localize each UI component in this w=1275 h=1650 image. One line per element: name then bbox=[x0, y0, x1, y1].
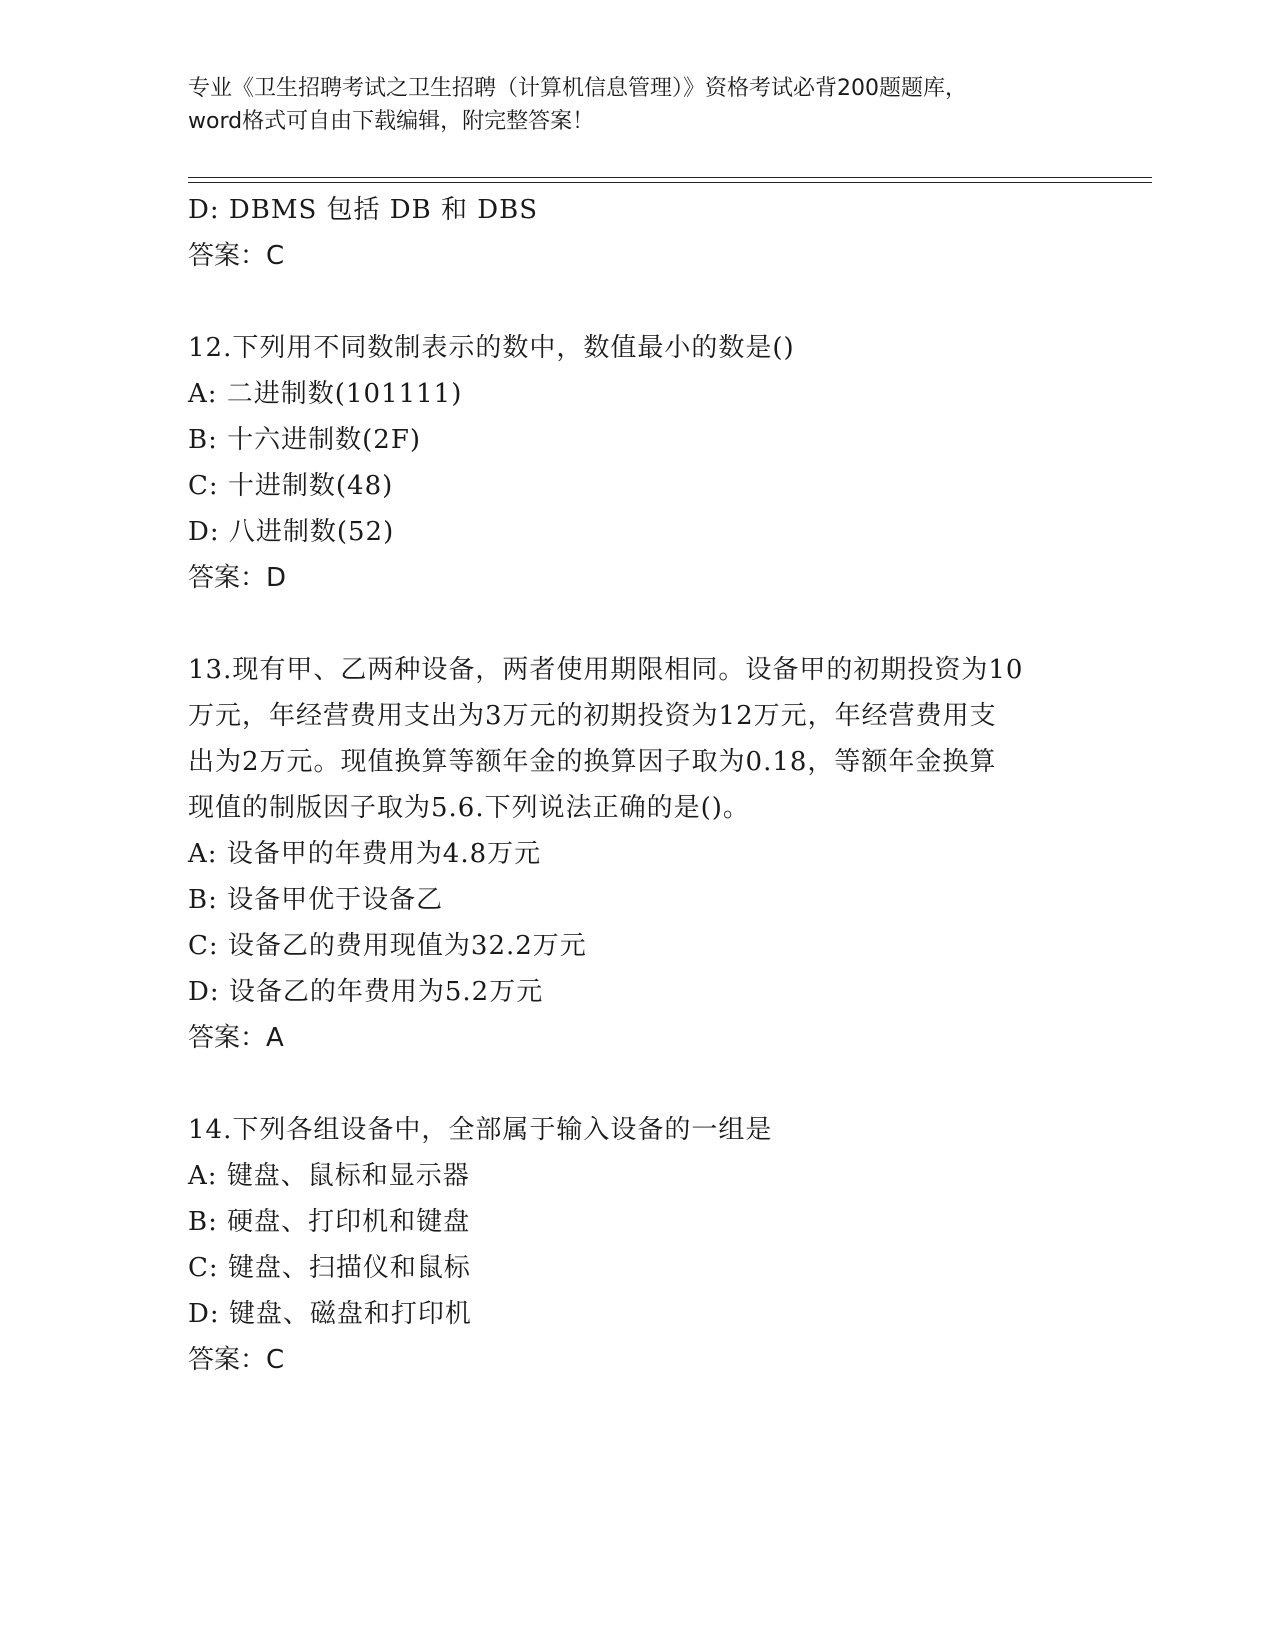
question-stem-line-3: 出为2万元。现值换算等额年金的换算因子取为0.18，等额年金换算 bbox=[188, 747, 997, 777]
document-body bbox=[188, 187, 1088, 1383]
answer: 答案：C bbox=[188, 1345, 285, 1375]
answer: 答案：A bbox=[188, 1023, 284, 1053]
answer: 答案：C bbox=[188, 241, 285, 271]
option-d: D: 键盘、磁盘和打印机 bbox=[188, 1299, 472, 1329]
header-line-2: word格式可自由下载编辑，附完整答案！ bbox=[188, 109, 595, 134]
option-c: C: 十进制数(48) bbox=[188, 471, 394, 501]
option-c: C: 设备乙的费用现值为32.2万元 bbox=[188, 931, 587, 961]
option-d: D: 八进制数(52) bbox=[188, 517, 395, 547]
question-stem-line-1: 13.现有甲、乙两种设备，两者使用期限相同。设备甲的初期投资为10 bbox=[188, 655, 1024, 685]
spacer bbox=[188, 601, 1088, 647]
option-a: A: 二进制数(101111) bbox=[188, 379, 463, 409]
document-header bbox=[188, 72, 1088, 138]
header-line-1: 专业《卫生招聘考试之卫生招聘（计算机信息管理）》资格考试必背200题题库， bbox=[188, 76, 967, 101]
option-d: D: 设备乙的年费用为5.2万元 bbox=[188, 977, 544, 1007]
option-c: C: 键盘、扫描仪和鼠标 bbox=[188, 1253, 471, 1283]
option-a: A: 键盘、鼠标和显示器 bbox=[188, 1161, 470, 1191]
answer: 答案：D bbox=[188, 563, 287, 593]
question-14 bbox=[188, 1107, 1088, 1383]
option-b: B: 硬盘、打印机和键盘 bbox=[188, 1207, 471, 1237]
option-b: B: 设备甲优于设备乙 bbox=[188, 885, 444, 915]
question-stem-line-2: 万元，年经营费用支出为3万元的初期投资为12万元，年经营费用支 bbox=[188, 701, 997, 731]
spacer bbox=[188, 279, 1088, 325]
question-11-tail bbox=[188, 187, 1088, 279]
question-stem: 14.下列各组设备中，全部属于输入设备的一组是 bbox=[188, 1115, 773, 1145]
question-13 bbox=[188, 647, 1088, 1061]
option-b: B: 十六进制数(2F) bbox=[188, 425, 422, 455]
header-rule-top bbox=[188, 177, 1152, 178]
question-stem-line-4: 现值的制版因子取为5.6.下列说法正确的是()。 bbox=[188, 793, 750, 823]
spacer bbox=[188, 1061, 1088, 1107]
option-d: D: DBMS 包括 DB 和 DBS bbox=[188, 195, 539, 225]
option-a: A: 设备甲的年费用为4.8万元 bbox=[188, 839, 542, 869]
question-stem: 12.下列用不同数制表示的数中，数值最小的数是() bbox=[188, 333, 795, 363]
question-12 bbox=[188, 325, 1088, 601]
header-rule-bottom bbox=[188, 182, 1152, 183]
